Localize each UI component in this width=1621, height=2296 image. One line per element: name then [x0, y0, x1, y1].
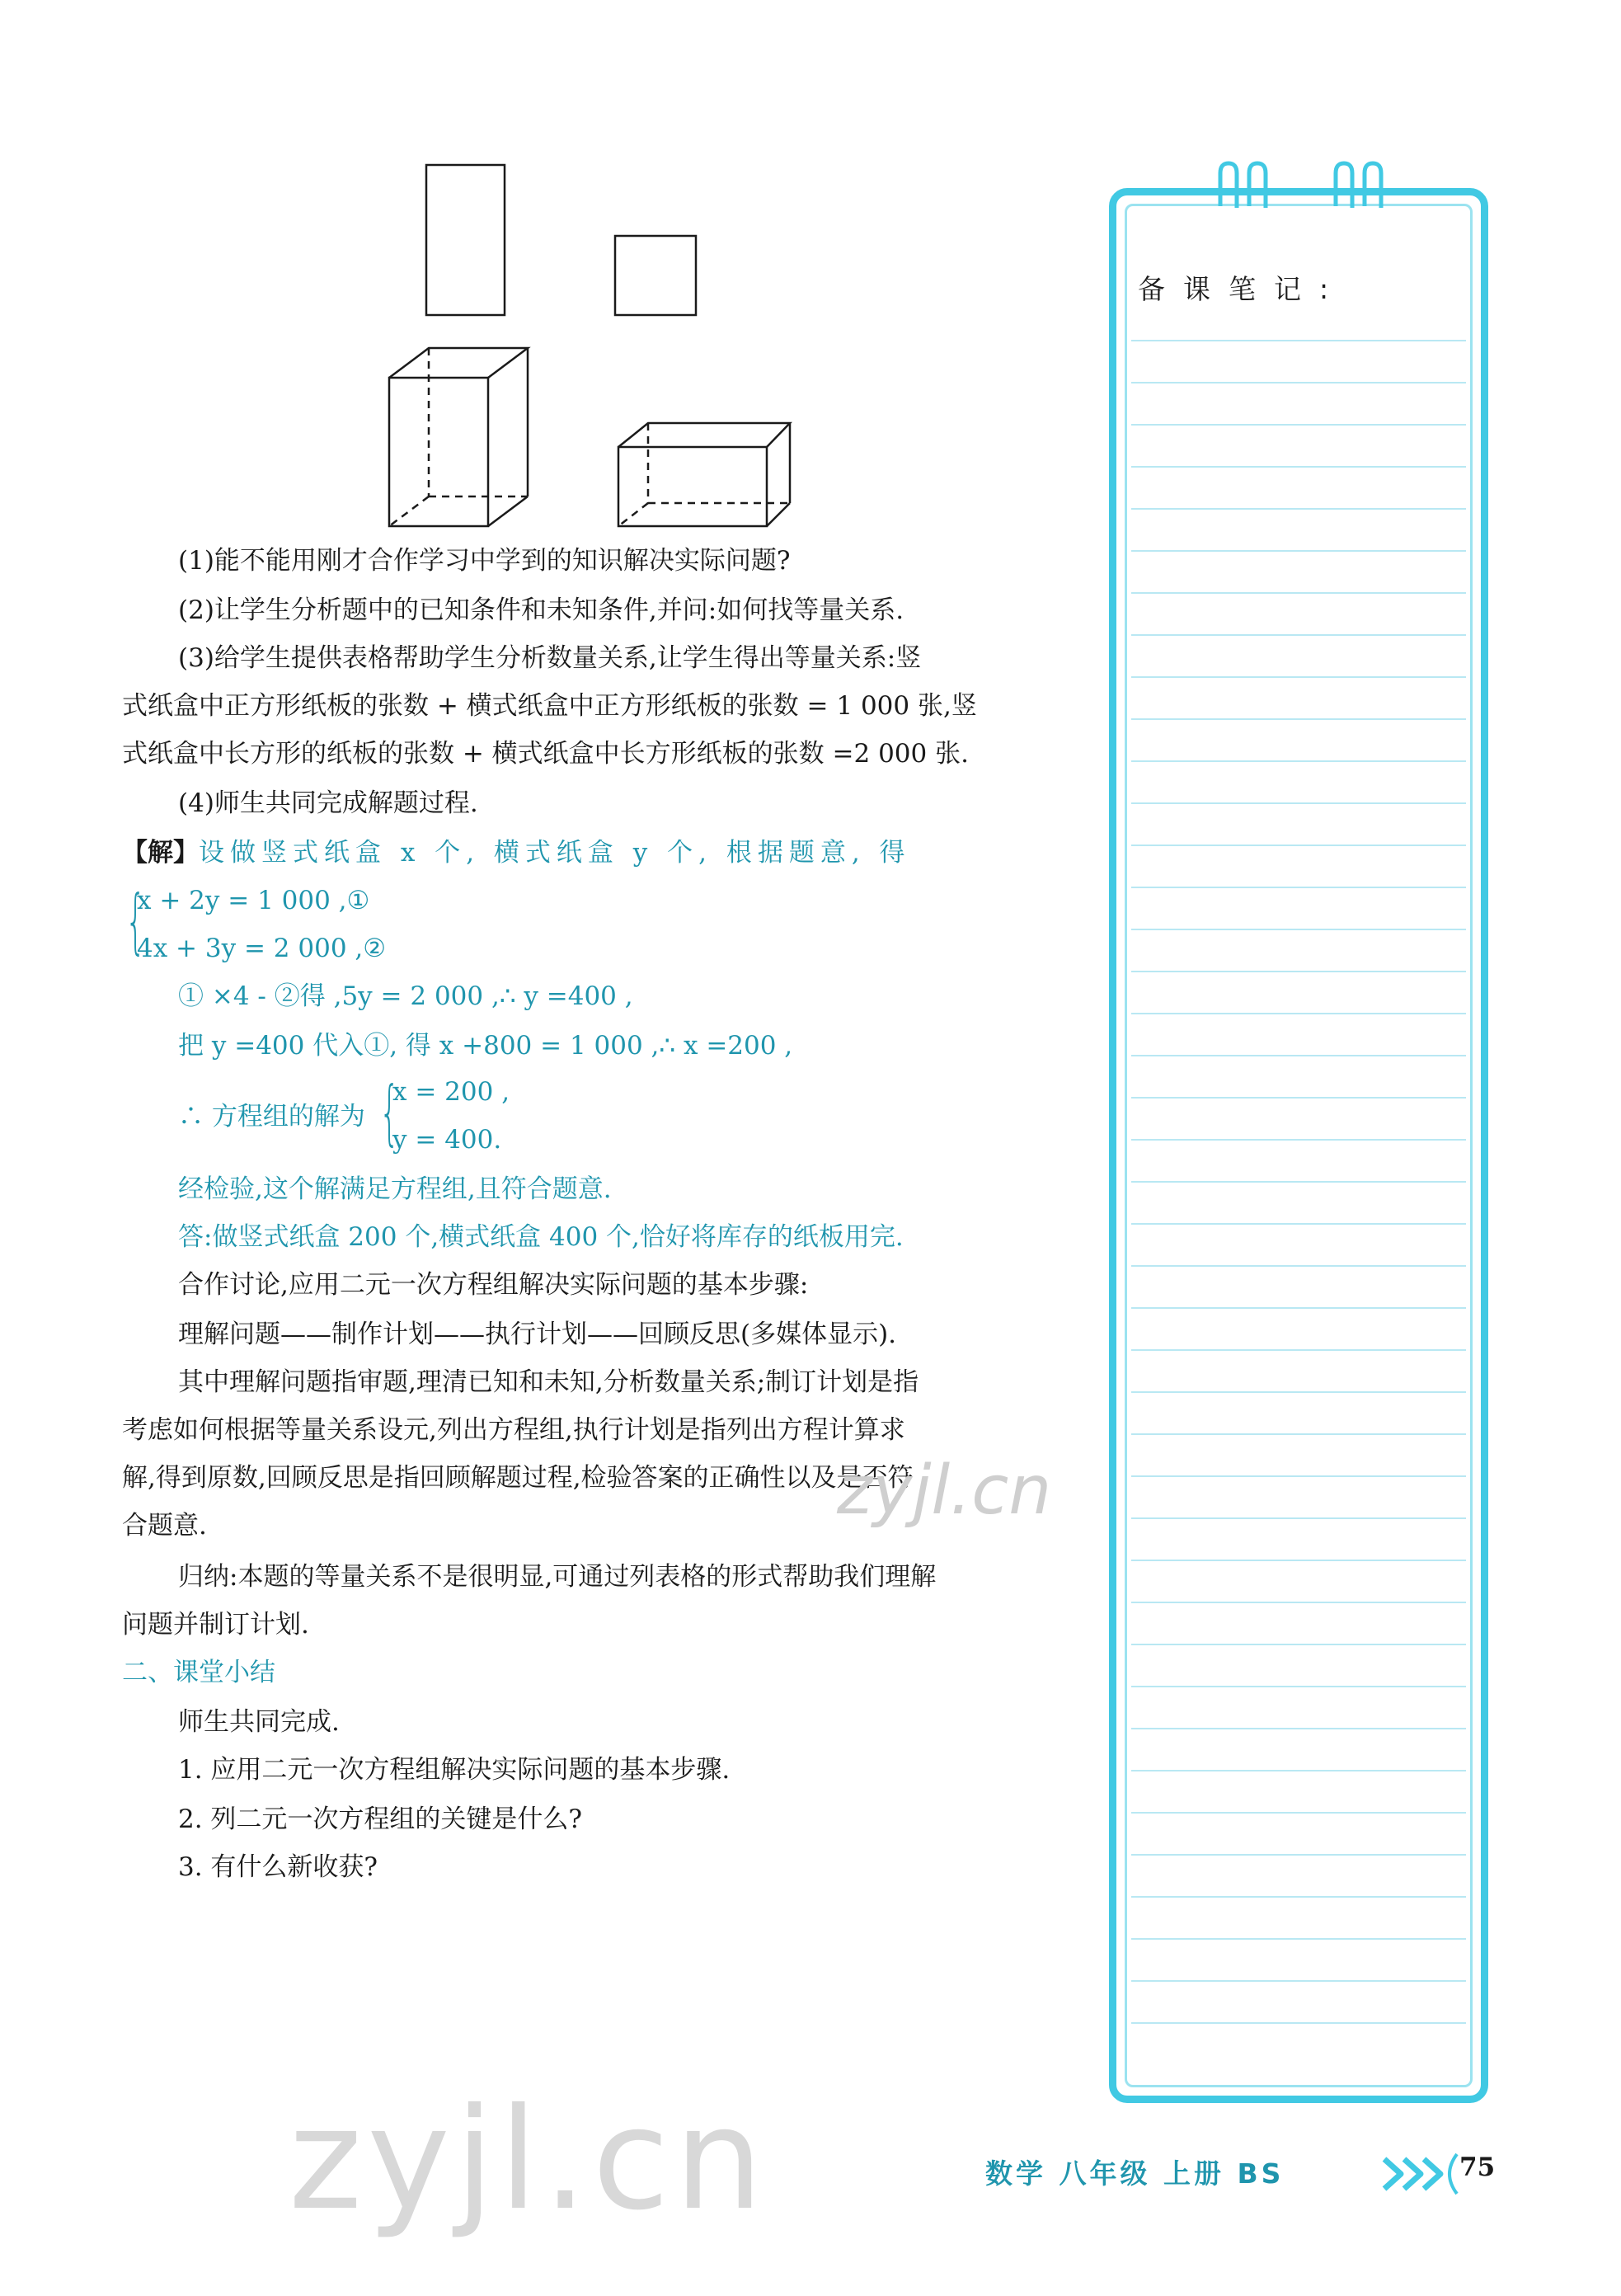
notes-rule-line [1131, 466, 1466, 468]
notes-rule-line [1131, 1223, 1466, 1225]
discussion-3: 其中理解问题指审题,理清已知和未知,分析数量关系;制订计划是指 [178, 1367, 919, 1397]
result-x: x = 200 , [392, 1077, 510, 1107]
notes-rule-line [1131, 550, 1466, 552]
question-1: (1)能不能用刚才合作学习中学到的知识解决实际问题? [178, 546, 791, 576]
solution-intro-line [122, 836, 911, 869]
equation-brace: { [125, 880, 146, 962]
discussion-4: 考虑如何根据等量关系设元,列出方程组,执行计划是指列出方程计算求 [122, 1415, 905, 1445]
notes-rule-line [1131, 1307, 1466, 1309]
notes-rule-line [1131, 971, 1466, 972]
binder-rings-icon [1212, 157, 1410, 231]
ring-icon [1336, 163, 1352, 208]
notes-rule-line [1131, 592, 1466, 594]
notes-inner-frame [1125, 204, 1473, 2087]
discussion-1: 合作讨论,应用二元一次方程组解决实际问题的基本步骤: [178, 1270, 809, 1300]
notes-rule-line [1131, 1602, 1466, 1603]
notes-rule-line [1131, 1391, 1466, 1393]
notes-rule-line [1131, 1938, 1466, 1940]
page-footer [985, 2146, 1513, 2204]
notes-rule-line [1131, 1812, 1466, 1814]
notes-rule-line [1131, 340, 1466, 341]
rectangle-and-box-diagrams [363, 157, 825, 544]
notes-rule-line [1131, 718, 1466, 720]
discussion-6: 合题意. [122, 1511, 207, 1541]
notes-rule-line [1131, 1560, 1466, 1561]
result-brace: { [379, 1071, 400, 1154]
summary-heading: 二、课堂小结 [122, 1658, 275, 1687]
notes-rule-line [1131, 1644, 1466, 1645]
notes-rule-line [1131, 1097, 1466, 1099]
notes-rule-line [1131, 1896, 1466, 1898]
notes-rule-line [1131, 2022, 1466, 2024]
notes-rule-line [1131, 1980, 1466, 1982]
lesson-notes-panel [1109, 188, 1488, 2103]
ring-icon [1220, 163, 1237, 208]
book-label: 数学 八年级 上册 BS [985, 2157, 1285, 2190]
tall-box [389, 348, 528, 526]
result-y: y = 400. [392, 1125, 502, 1155]
summary-item: 师生共同完成. [178, 1707, 340, 1737]
question-2: (2)让学生分析题中的已知条件和未知条件,并问:如何找等量关系. [178, 595, 904, 625]
solve-step-1: ① ×4 - ②得 ,5y = 2 000 ,∴ y =400 , [178, 981, 633, 1011]
notes-rule-line [1131, 845, 1466, 846]
notes-rule-line [1131, 929, 1466, 930]
notes-rule-line [1131, 1055, 1466, 1056]
discussion-5: 解,得到原数,回顾反思是指回顾解题过程,检验答案的正确性以及是否符 [122, 1463, 914, 1493]
question-4: (4)师生共同完成解题过程. [178, 788, 478, 818]
chevrons-icon [1379, 2151, 1462, 2197]
notes-rule-line [1131, 1686, 1466, 1687]
box-figures [363, 157, 825, 544]
question-3: (3)给学生提供表格帮助学生分析数量关系,让学生得出等量关系:竖 [178, 643, 922, 673]
solution-intro: 设做竖式纸盒 x 个, 横式纸盒 y 个, 根据题意, 得 [199, 838, 911, 868]
solve-step-2: 把 y =400 代入①, 得 x +800 = 1 000 ,∴ x =200 , [178, 1031, 793, 1061]
notes-rule-line [1131, 1181, 1466, 1183]
notes-rule-line [1131, 676, 1466, 678]
notes-rule-line [1131, 802, 1466, 804]
notes-rule-line [1131, 760, 1466, 762]
answer-line: 答:做竖式纸盒 200 个,横式纸盒 400 个,恰好将库存的纸板用完. [178, 1222, 904, 1252]
page-number: 75 [1459, 2152, 1496, 2182]
notes-rule-line [1131, 1475, 1466, 1477]
notes-rule-line [1131, 1517, 1466, 1519]
solution-tag: 【解】 [122, 838, 199, 868]
watermark-inline: zyjl.cn [837, 1451, 1052, 1530]
summary-item: 2. 列二元一次方程组的关键是什么? [178, 1804, 583, 1834]
notes-rule-line [1131, 1433, 1466, 1435]
notes-rule-line [1131, 1728, 1466, 1729]
summary-item: 3. 有什么新收获? [178, 1852, 378, 1882]
notes-rule-line [1131, 1265, 1466, 1267]
notes-rule-line [1131, 382, 1466, 383]
notes-rule-line [1131, 1013, 1466, 1014]
conclusion-1: 归纳:本题的等量关系不是很明显,可通过列表格的形式帮助我们理解 [178, 1562, 937, 1592]
square [615, 236, 696, 315]
discussion-2: 理解问题——制作计划——执行计划——回顾反思(多媒体显示). [178, 1320, 897, 1349]
result-prefix: ∴ 方程组的解为 [178, 1102, 365, 1132]
equation-1: x + 2y = 1 000 ,① [137, 886, 370, 915]
notes-rule-line [1131, 1770, 1466, 1771]
notes-rule-line [1131, 1854, 1466, 1856]
notes-rule-line [1131, 1139, 1466, 1141]
notes-rule-line [1131, 424, 1466, 426]
notes-rule-line [1131, 508, 1466, 510]
conclusion-2: 问题并制订计划. [122, 1610, 309, 1640]
notes-rule-line [1131, 1349, 1466, 1351]
tall-rectangle [426, 165, 505, 315]
equation-2: 4x + 3y = 2 000 ,② [137, 934, 387, 963]
ring-icon [1365, 163, 1381, 208]
summary-item: 1. 应用二元一次方程组解决实际问题的基本步骤. [178, 1755, 731, 1785]
ring-icon [1249, 163, 1266, 208]
notes-rule-line [1131, 634, 1466, 636]
flat-box [618, 423, 790, 526]
question-3-cont-2: 式纸盒中长方形的纸板的张数 + 横式纸盒中长方形纸板的张数 =2 000 张. [122, 739, 969, 769]
notes-title: 备课笔记: [1138, 273, 1347, 305]
notes-rule-line [1131, 887, 1466, 888]
question-3-cont: 式纸盒中正方形纸板的张数 + 横式纸盒中正方形纸板的张数 = 1 000 张,竖 [122, 691, 977, 721]
watermark-logo: zyjl.cn [289, 2078, 768, 2242]
check-line: 经检验,这个解满足方程组,且符合题意. [178, 1174, 612, 1204]
